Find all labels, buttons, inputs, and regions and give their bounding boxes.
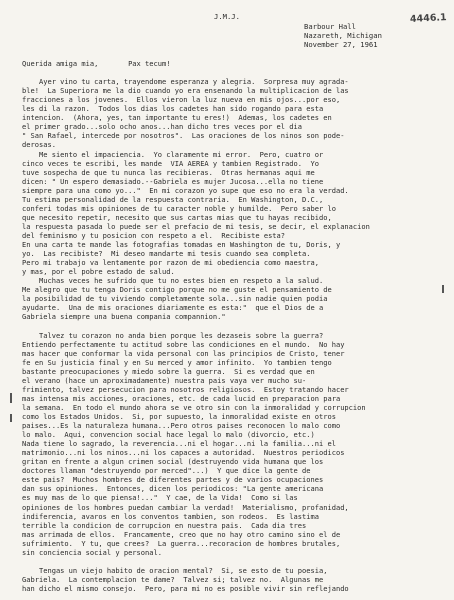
text-line: lo malo. Aqui, convencion social hace legal lo malo (divorcio, etc.) xyxy=(22,431,315,440)
margin-mark xyxy=(442,285,444,293)
text-line: la respuesta pasada lo puede ser el prefacio de mi tesis, se decir, el explanacion xyxy=(22,222,370,231)
text-line: mas arrimada de ellos. Francamente, creo que no hay otro camino sino el de xyxy=(22,530,341,539)
margin-mark xyxy=(10,393,12,403)
text-line xyxy=(22,69,452,77)
text-line: la posibilidad de tu viviendo completamente sola...sin nadie quien podia xyxy=(22,295,328,304)
text-line: bastante preocupaciones y miedo sobre la guerra. Si es verdad que en xyxy=(22,367,315,376)
text-line: Nada tiene lo sagrado, la reverencia...ni el hogar...ni la familia...ni el xyxy=(22,440,336,449)
text-line: Gabriela. La contemplacion te dame? Talvez si; talvez no. Algunas me xyxy=(22,575,324,584)
text-line: derosas. xyxy=(22,141,56,150)
text-line: les di la razon. Todos los dias los cadetes han sido rogando para esta xyxy=(22,105,324,114)
text-line: opiniones de los hombres puedan cambiar la verdad! Materialismo, profanidad, xyxy=(22,503,349,512)
text-line: conferi todas mis opiniones de tu caracter noble y humilde. Pero saber lo xyxy=(22,204,336,213)
text-line: yo. Las recibiste? Mi deseo mandarte mi tesis cuando sea completa. xyxy=(22,250,311,259)
text-line: como los Estados Unidos. Si, por supuesto, la inmoralidad existe en otros xyxy=(22,413,336,421)
text-line: mas hacer que conformar la vida personal con las principios de Cristo, tener xyxy=(22,349,345,358)
text-line: cinco veces te escribi, les mande VIA AEREA y tambien Registrado. Yo xyxy=(22,159,319,168)
text-line: dan sus opiniones. Entonces, dicen los periodicos: "La gente americana xyxy=(22,485,324,494)
text-line: indiferencia, avaros en los conventos tambien, son rodeos. Es lastima xyxy=(22,512,319,521)
text-line: Entiendo perfectamente tu actitud sobre las condiciones en el mundo. No hay xyxy=(22,340,345,349)
text-line: Querida amiga mia, Pax tecum! xyxy=(22,60,171,68)
text-line: Me siento el impaciencia. Yo claramente mi error. Pero, cuatro or xyxy=(22,150,324,159)
text-line: dicen: " Un espero demasiado.--Gabriela es mujer Jucosa...ella no tiene xyxy=(22,177,324,186)
address-line-1: Barbour Hall xyxy=(304,22,356,31)
text-line: ble! La Superiora me la dio cuando yo era ensenando la multiplicacion de las xyxy=(22,87,349,96)
margin-mark xyxy=(10,414,12,422)
text-line: el verano (hace un aproximadamente) nuestra pais vaya ver mucho su- xyxy=(22,376,307,385)
text-line: del feminismo y tu posicion con respeto a el. Recibiste esta? xyxy=(22,232,286,240)
text-line: el primer grado...solo ocho anos...han dicho tres veces por el dia xyxy=(22,123,303,132)
text-line: este pais? Muchos hombres de diferentes partes y de varios ocupaciones xyxy=(22,476,324,485)
initials-header: J.M.J. xyxy=(214,12,240,21)
text-line: ayudarte. Una de mis oraciones diariamente es esta:" que el Dios de a xyxy=(22,304,324,313)
text-line: Ayer vino tu carta, trayendome esperanza y alegria. Sorpresa muy agrada- xyxy=(22,78,349,87)
text-line: " San Rafael, intercede por nosotros". Las oraciones de los ninos son pode- xyxy=(22,132,345,141)
letter-date: November 27, 1961 xyxy=(304,40,378,49)
text-line: Tengas un viejo habito de oracion mental? Si, se esto de tu poesia, xyxy=(22,566,328,575)
text-line: frimiento, talvez persecucion para nosotros religiosos. Estoy tratando hacer xyxy=(22,385,349,394)
text-line: fe en Su justicia final y en Su merced y amor infinito. Yo tambien tengo xyxy=(22,358,332,367)
text-line: paises...Es la naturaleza humana...Pero otros paises reconocen lo malo como xyxy=(22,422,341,430)
address-line-2: Nazareth, Michigan xyxy=(304,31,382,40)
text-line: intencion. (Ahora, yes, tan importante tu eres!) Ademas, los cadetes en xyxy=(22,114,332,123)
text-line xyxy=(22,558,452,566)
text-line: tuve sospecha de que tu nunca las recibieras. Otras hermanas aqui me xyxy=(22,168,315,177)
text-line: Muchas veces he sufrido que tu no estes bien en respeto a la salud. xyxy=(22,277,324,286)
text-line: Me alegro que tu tenga Doris contigo porque no me guste el pensamiento de xyxy=(22,286,332,295)
text-line: matrimonio...ni los ninos...ni los capaces a autoridad. Nuestros periodicos xyxy=(22,449,345,458)
text-line: Tu estima personalidad de la respuesta contraria. En Washington, D.C., xyxy=(22,195,324,204)
text-line xyxy=(22,323,452,331)
text-line: la semana. En todo el mundo ahora se ve otro sin con la inmoralidad y corrupcion xyxy=(22,403,366,412)
text-line: siempre para una como yo..." En mi corazon yo supe que eso no era la verdad. xyxy=(22,186,349,195)
text-line: Pero mi trabajo va lentamente por razon de mi obediencia como maestra, xyxy=(22,259,319,268)
text-line: que necesito repetir, necesito que sus cartas mias que tu hayas recibido, xyxy=(22,213,332,222)
text-line: sufrimiento. Y tu, que crees? La guerra...recoracion de hombres brutales, xyxy=(22,539,341,548)
text-line: es muy mas de lo que piensa!..." Y cae, de la Vida! Como si las xyxy=(22,494,298,503)
text-line: Gabriela siempre una buena compania compannion." xyxy=(22,313,226,322)
text-line: y mas, por el pobre estado de salud. xyxy=(22,268,175,277)
text-line: fracciones a los jovenes. Ellos vieron la luz nueva en mis ojos...por eso, xyxy=(22,96,341,105)
archive-number-annotation: 4446.1 xyxy=(409,12,447,25)
text-line: mas intensa mis acciones, oraciones, etc. de cada lucid en preparacion para xyxy=(22,394,341,403)
text-line: terrible la condicion de corrupcion en nuestra pais. Cada dia tres xyxy=(22,521,307,530)
text-line: gritan en frente a algun crimen social (destruyendo vida humana que los xyxy=(22,458,324,467)
text-line: En una carta te mande las fotografias tomadas en Washington de tu, Doris, y xyxy=(22,241,341,249)
text-line: Talvez tu corazon no anda bien porque les dezaseis sobre la guerra? xyxy=(22,331,324,340)
text-line: han dicho el mismo consejo. Pero, para mi no es posible vivir sin reflejando xyxy=(22,584,349,593)
text-line: sin conciencia social y personal. xyxy=(22,548,163,557)
text-line: doctores llaman "destruyendo por merced"...) Y que dice la gente de xyxy=(22,467,311,476)
